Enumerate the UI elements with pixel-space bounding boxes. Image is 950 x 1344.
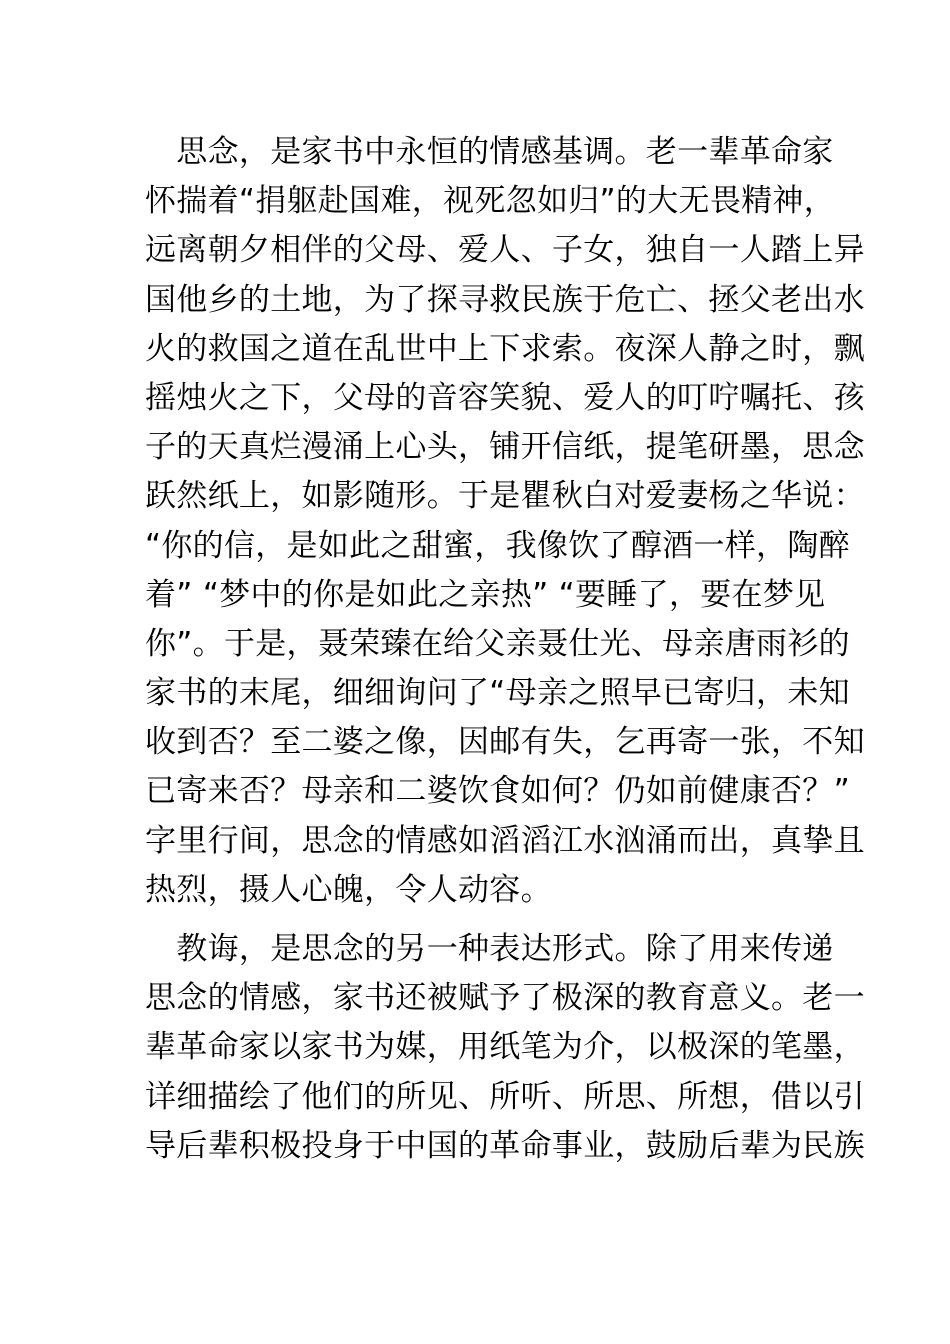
text-line: 火的救国之道在乱世中上下求索。夜深人静之时，飘 [145,330,865,367]
text-line: 详细描绘了他们的所见、所听、所思、所想，借以引 [145,1078,865,1115]
text-line: 导后辈积极投身于中国的革命事业，鼓励后辈为民族 [145,1127,865,1164]
paragraph-spacer [145,915,810,925]
text-line: 字里行间，思念的情感如滔滔江水汹涌而出，真挚且 [145,822,865,859]
text-line: 辈革命家以家书为媒，用纸笔为介，以极深的笔墨， [145,1029,865,1066]
body-text [145,128,865,1171]
text-line: 怀揣着“捐躯赴国难，视死忽如归”的大无畏精神， [145,183,836,220]
text-line: 思念，是家书中永恒的情感基调。老一辈革命家 [145,134,834,170]
text-line: 已寄来否？母亲和二婆饮食如何？仍如前健康否？” [145,773,850,810]
text-line: 思念的情感，家书还被赋予了极深的教育意义。老一 [145,980,865,1017]
text-line: 摇烛火之下，父母的音容笑貌、爱人的叮咛嘱托、孩 [145,379,865,416]
text-line: 跃然纸上，如影随形。于是瞿秋白对爱妻杨之华说： [145,478,865,515]
text-line: “你的信，是如此之甜蜜，我像饮了醇酒一样，陶醉 [145,527,850,564]
text-line: 子的天真烂漫涌上心头，铺开信纸，提笔研墨，思念 [145,429,865,466]
text-line: 热烈，摄人心魄，令人动容。 [145,871,552,908]
text-line: 收到否？至二婆之像，因邮有失，乞再寄一张，不知 [145,724,865,761]
text-line: 教诲，是思念的另一种表达形式。除了用来传递 [145,931,834,967]
text-line: 国他乡的土地，为了探寻救民族于危亡、拯父老出水 [145,281,865,318]
paragraph-2 [145,925,865,1171]
paragraph-1 [145,128,865,915]
text-line: 着” “梦中的你是如此之亲热” “要睡了，要在梦见 [145,576,826,613]
text-line: 远离朝夕相伴的父母、爱人、子女，独自一人踏上异 [145,232,865,269]
text-line: 你”。于是，聂荣臻在给父亲聂仕光、母亲唐雨衫的 [145,625,850,662]
text-line: 家书的末尾，细细询问了“母亲之照早已寄归，未知 [145,675,850,712]
